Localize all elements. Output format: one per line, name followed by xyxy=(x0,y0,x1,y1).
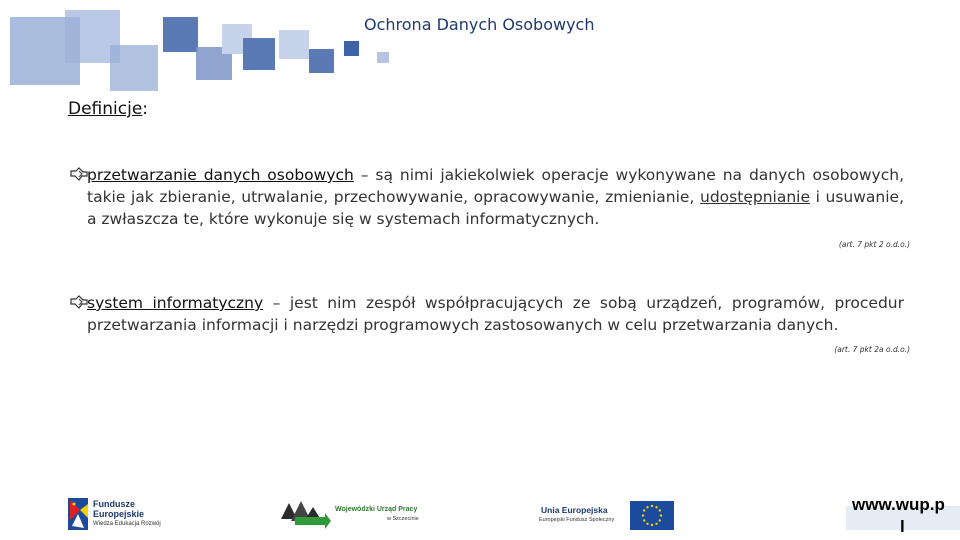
unia-europejska-logo xyxy=(538,500,678,532)
deco-square xyxy=(344,41,359,56)
website-url-tail[interactable]: l xyxy=(900,517,905,536)
wup-emblem-icon xyxy=(279,497,331,529)
definition-1-text-a: – są nimi jakiekolwiek operacje wykonywane na danych osobowych, takie jak zbieranie, utrwalanie, przechowywanie, opracowywanie, zmienianie, xyxy=(87,166,905,206)
definition-1-term: przetwarzanie danych osobowych xyxy=(87,166,354,184)
deco-square xyxy=(377,52,389,63)
ue-logo-line2: Europejski Fundusz Społeczny xyxy=(539,517,615,523)
ue-logo-line1: Unia Europejska xyxy=(541,505,608,515)
fe-logo-line2: Europejskie xyxy=(93,509,145,519)
page-title: Ochrona Danych Osobowych xyxy=(364,15,595,34)
section-heading xyxy=(68,99,148,119)
fe-logo-line3: Wiedza Edukacja Rozwój xyxy=(93,521,161,527)
deco-square xyxy=(110,45,158,91)
deco-square xyxy=(309,49,334,73)
definition-2 xyxy=(87,292,904,336)
section-heading-text: Definicje xyxy=(68,99,143,119)
fe-emblem-icon xyxy=(66,496,90,532)
definition-2-term: system informatyczny xyxy=(87,294,264,312)
wup-logo-line2: w Szczecinie xyxy=(387,516,419,522)
deco-square xyxy=(243,38,275,70)
definition-2-text: – jest nim zespół współpracujących ze sobą urządzeń, programów, procedur przetwarzania informacji i narzędzi programowych zastosowanych w celu przetwarzania danych. xyxy=(87,294,904,334)
fundusze-europejskie-logo xyxy=(66,496,176,532)
definition-1 xyxy=(87,164,904,230)
section-heading-colon: : xyxy=(142,99,149,119)
bullet-icon xyxy=(70,295,88,313)
definition-1-underlined: udostępnianie xyxy=(700,188,810,206)
deco-square xyxy=(279,30,309,59)
fe-logo-line1: Fundusze xyxy=(93,499,135,509)
definition-1-reference: (art. 7 pkt 2 o.d.o.) xyxy=(838,240,910,249)
definition-2-reference: (art. 7 pkt 2a o.d.o.) xyxy=(834,345,910,354)
wup-logo-line1: Wojewódzki Urząd Pracy xyxy=(335,506,418,513)
bullet-icon xyxy=(70,167,88,185)
wup-logo xyxy=(279,497,429,531)
eu-flag-icon xyxy=(630,501,674,530)
deco-square xyxy=(163,17,198,52)
definition-1-text-b: i usuwanie, a zwłaszcza te, które wykonuje się w systemach informatycznych. xyxy=(87,188,904,228)
website-url[interactable]: www.wup.p xyxy=(852,495,945,514)
